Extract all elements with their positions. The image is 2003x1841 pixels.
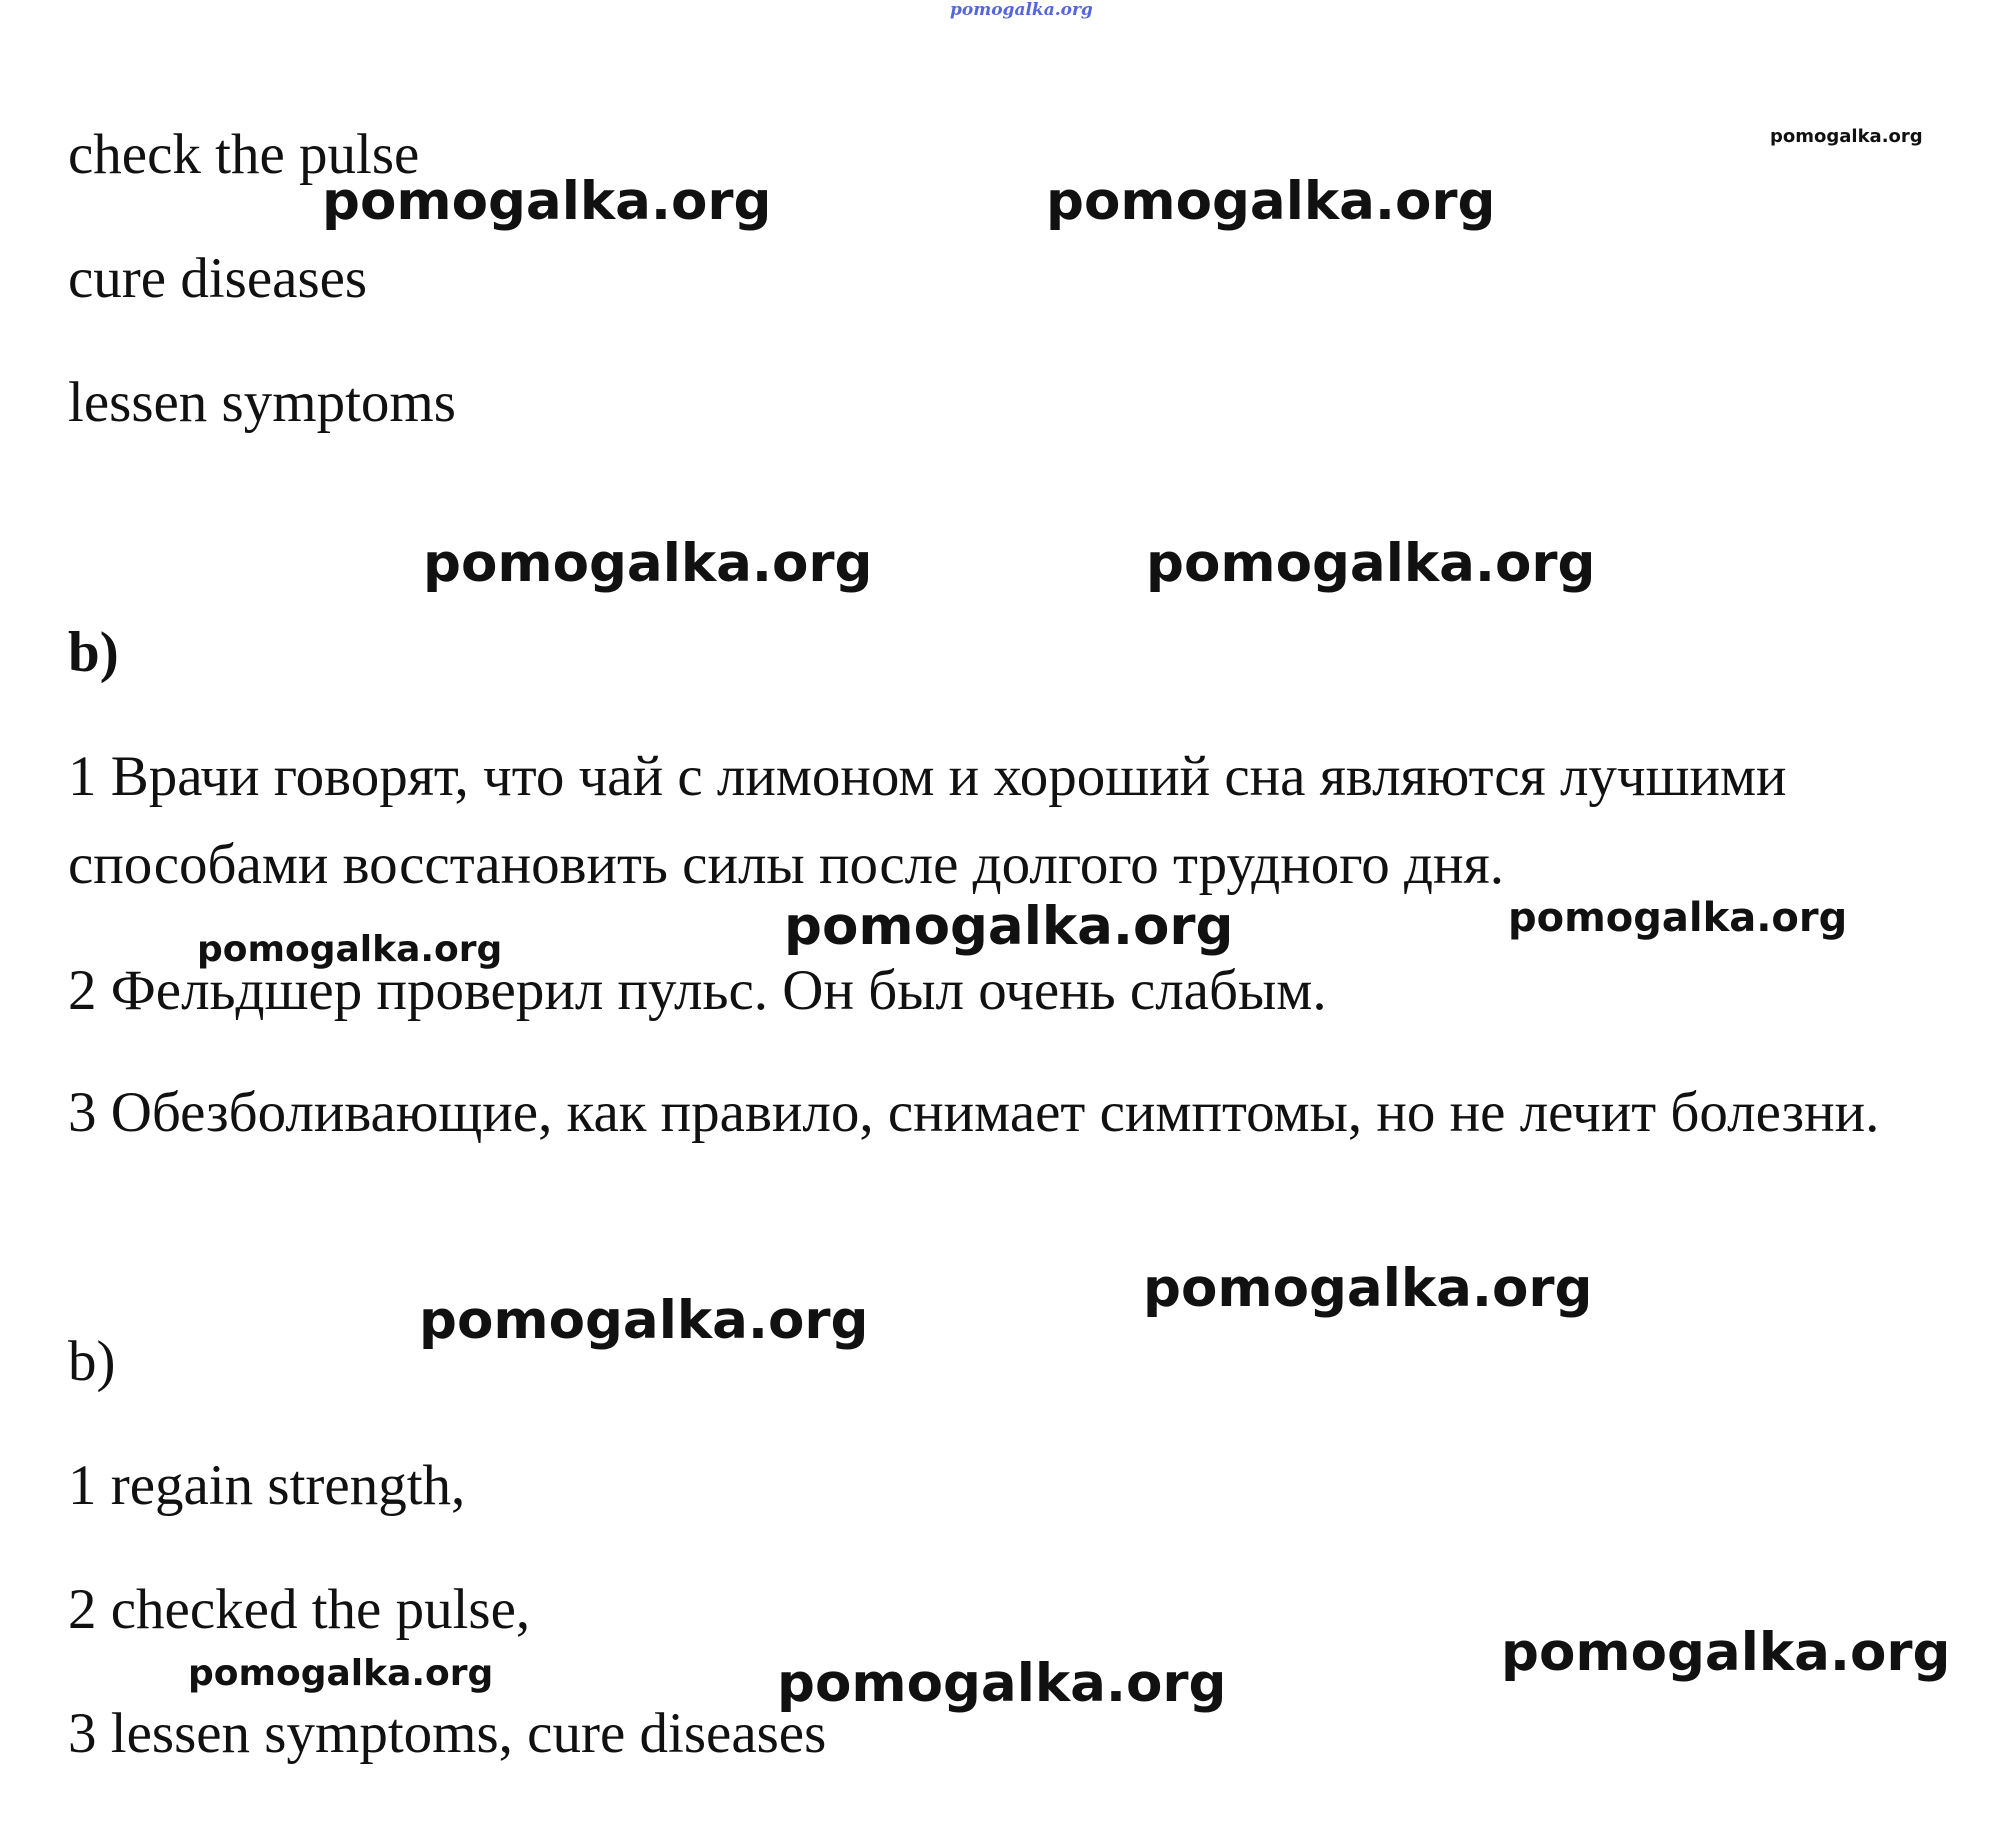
watermark: pomogalka.org	[188, 1653, 494, 1694]
answer-line-1: 1 regain strength,	[68, 1454, 466, 1517]
section-b-heading-bold: b)	[68, 621, 119, 684]
phrase-item-2: cure diseases	[68, 247, 368, 310]
russian-line-3: 2 Фельдшер проверил пульс. Он был очень слабым.	[68, 959, 1327, 1022]
watermark: pomogalka.org	[1143, 1258, 1593, 1319]
watermark: pomogalka.org	[1501, 1622, 1951, 1683]
watermark: pomogalka.org	[423, 533, 873, 594]
phrase-item-1: check the pulse	[68, 123, 420, 186]
answer-line-3: 3 lessen symptoms, cure diseases	[68, 1702, 827, 1765]
watermark: pomogalka.org	[419, 1290, 869, 1351]
answer-line-2: 2 checked the pulse,	[68, 1578, 531, 1641]
russian-line-2: способами восстановить силы после долгого трудного дня.	[68, 833, 1504, 896]
watermark: pomogalka.org	[1046, 171, 1496, 232]
watermark-small: pomogalka.org	[1770, 126, 1923, 147]
watermark: pomogalka.org	[784, 896, 1234, 957]
phrase-item-3: lessen symptoms	[68, 371, 456, 434]
watermark-header: pomogalka.org	[950, 0, 1093, 20]
watermark: pomogalka.org	[777, 1653, 1227, 1714]
russian-line-1: 1 Врачи говорят, что чай с лимоном и хороший сна являются лучшими	[68, 745, 1787, 808]
watermark: pomogalka.org	[1146, 533, 1596, 594]
section-b-heading: b)	[68, 1330, 116, 1393]
russian-line-4: 3 Обезболивающие, как правило, снимает симптомы, но не лечит болезни.	[68, 1081, 1880, 1144]
watermark: pomogalka.org	[322, 171, 772, 232]
watermark: pomogalka.org	[197, 929, 503, 970]
watermark: pomogalka.org	[1508, 895, 1848, 941]
